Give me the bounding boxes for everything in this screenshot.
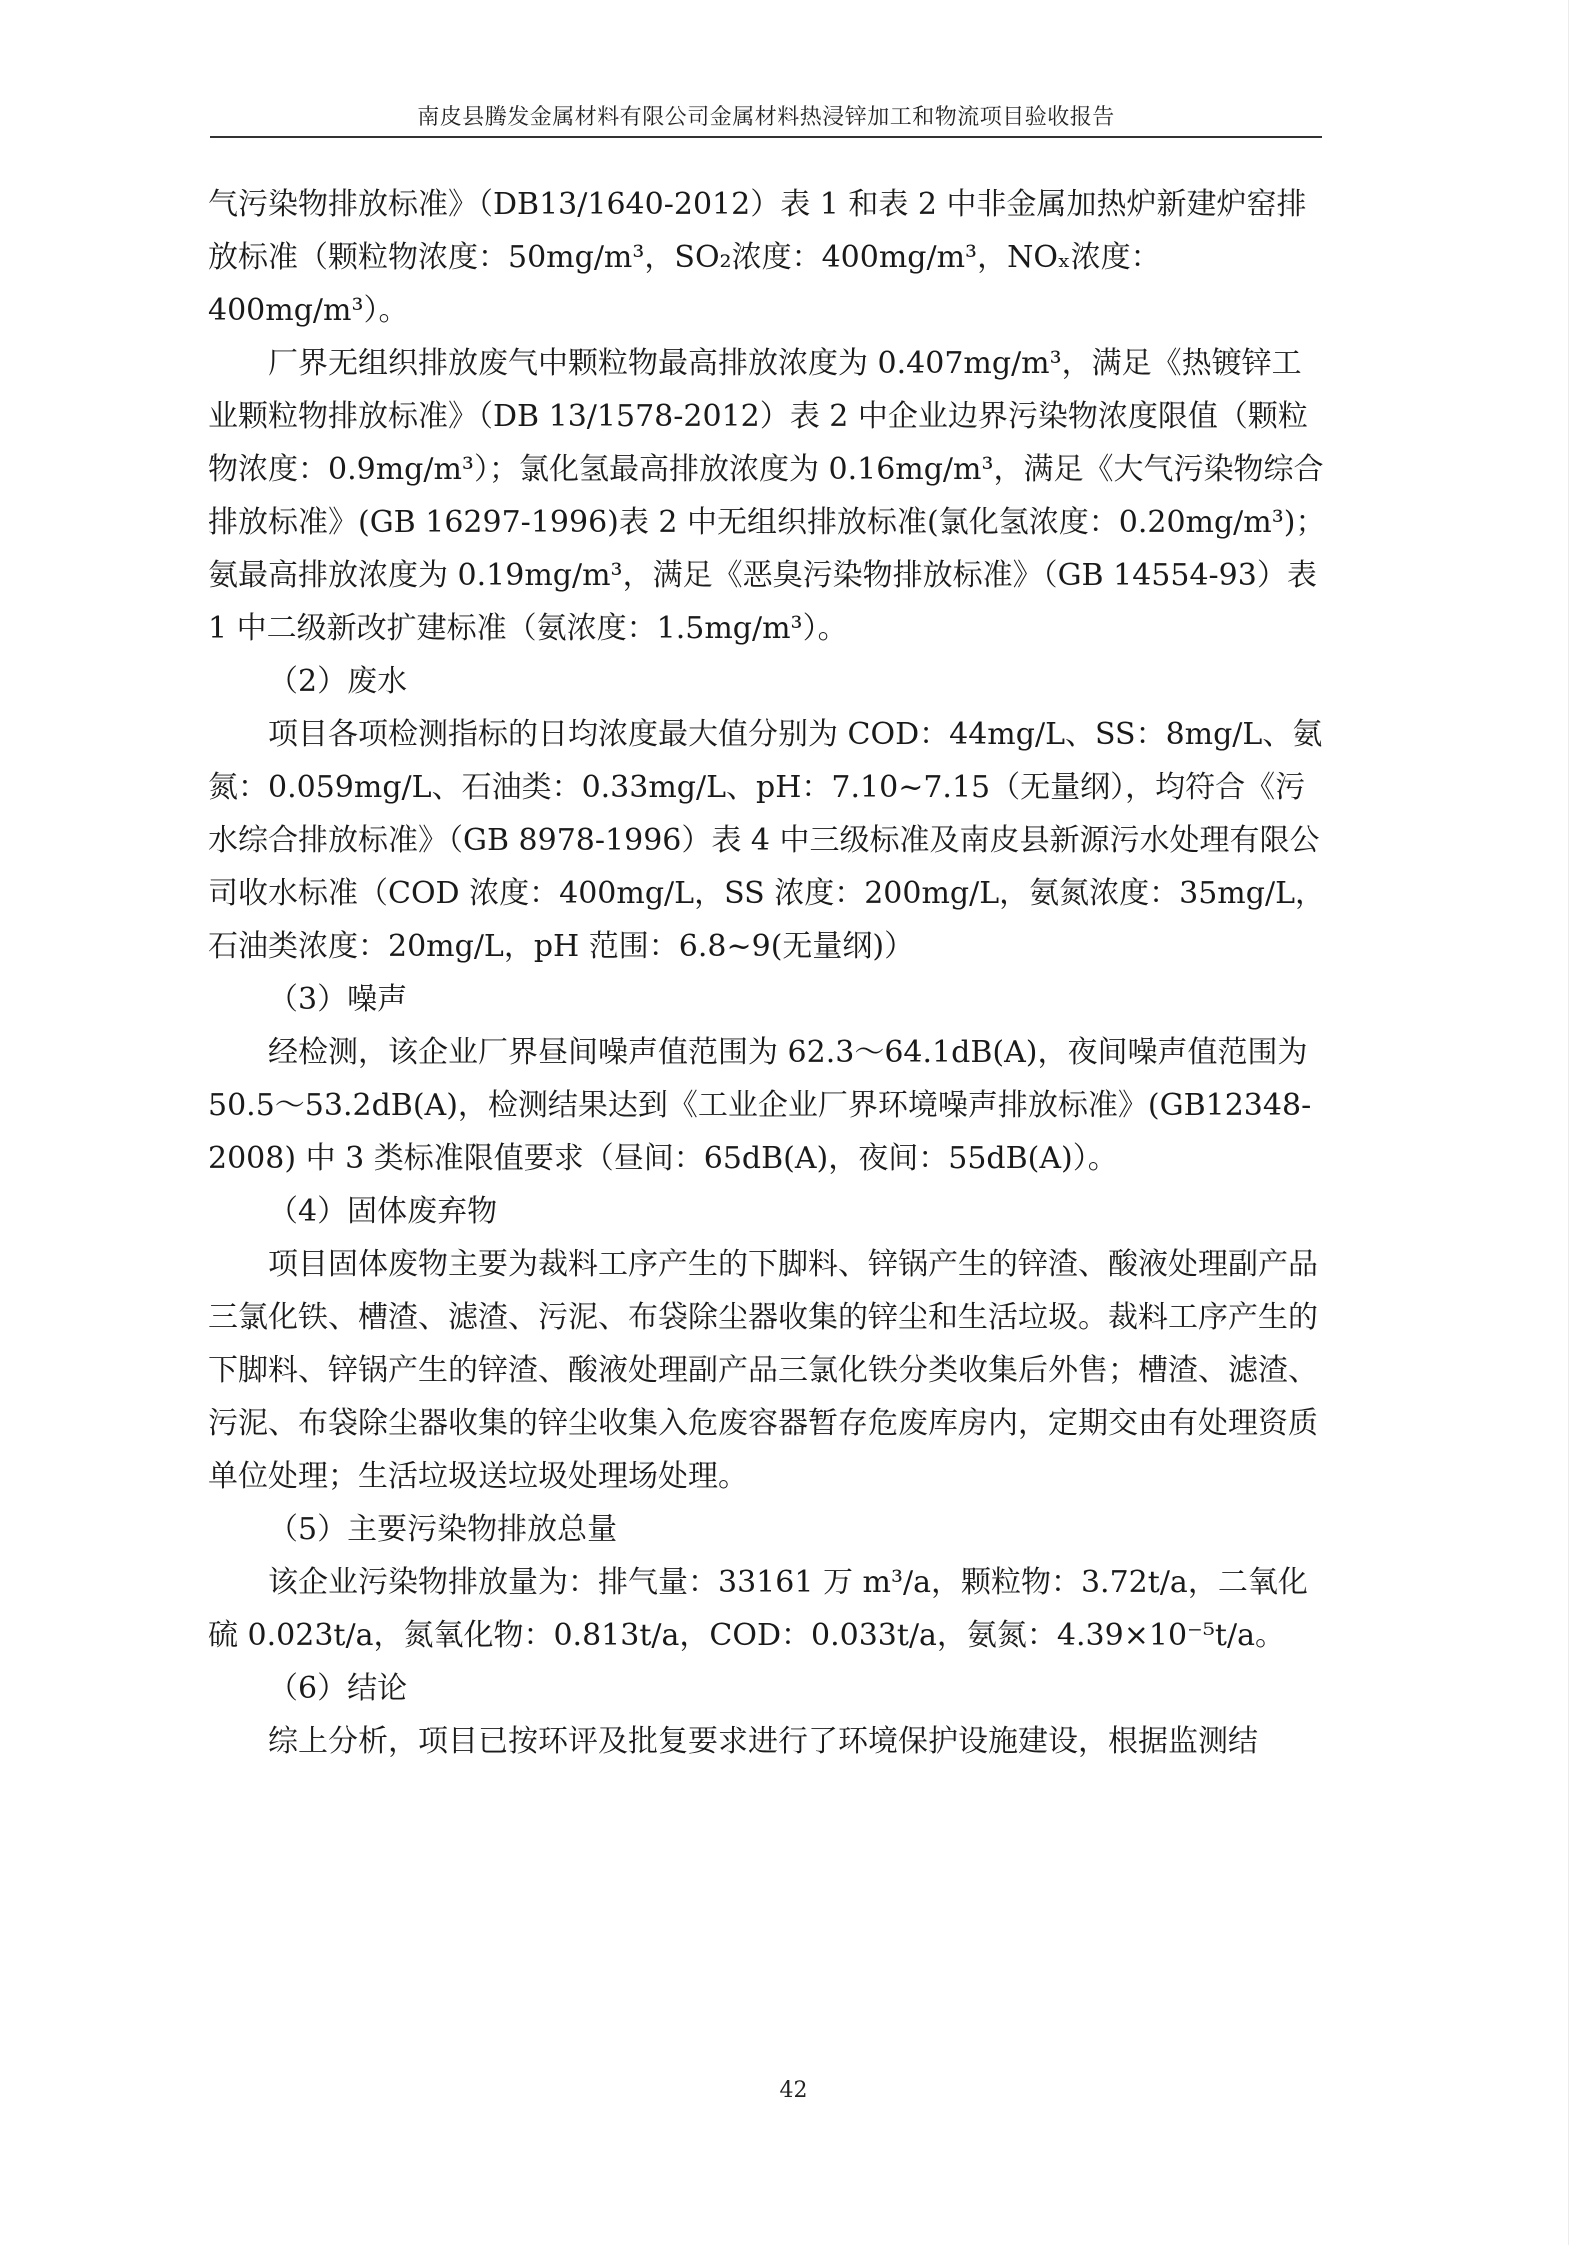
paragraph-conclusion: 综上分析，项目已按环评及批复要求进行了环境保护设施建设，根据监测结 <box>268 1724 1258 1759</box>
page-number: 42 <box>779 2078 808 2103</box>
section-heading-noise: （3）噪声 <box>268 982 408 1017</box>
header-divider <box>210 136 1322 138</box>
section-heading-solid-waste: （4）固体废弃物 <box>268 1194 498 1229</box>
section-heading-conclusion: （6）结论 <box>268 1671 408 1706</box>
document-body <box>208 178 1326 1768</box>
page-header: 南皮县腾发金属材料有限公司金属材料热浸锌加工和物流项目验收报告 <box>417 105 1115 130</box>
paragraph-fugitive-emissions: 厂界无组织排放废气中颗粒物最高排放浓度为 0.407mg/m³，满足《热镀锌工业颗粒物排放标准》（DB 13/1578-2012）表 2 中企业边界污染物浓度限值（颗粒物浓度：0.9mg/m³）；氯化氢最高排放浓度为 0.16mg/m³，满足《大气污染物综合排放标准》(GB 16297-1996)表 2 中无组织排放标准(氯化氢浓度：0.20mg/m³)；氨最高排放浓度为 0.19mg/m³，满足《恶臭污染物排放标准》（GB 14554-93）表 1 中二级新改扩建标准（氨浓度：1.5mg/m³）。 <box>208 346 1326 646</box>
section-heading-total-emissions: （5）主要污染物排放总量 <box>268 1512 618 1547</box>
section-heading-wastewater: （2）废水 <box>268 664 408 699</box>
paragraph-noise: 经检测，该企业厂界昼间噪声值范围为 62.3～64.1dB(A)，夜间噪声值范围为 50.5～53.2dB(A)，检测结果达到《工业企业厂界环境噪声排放标准》(GB12348-2008) 中 3 类标准限值要求（昼间：65dB(A)，夜间：55dB(A)）。 <box>208 1035 1312 1176</box>
paragraph-total-emissions: 该企业污染物排放量为：排气量：33161 万 m³/a，颗粒物：3.72t/a，二氧化硫 0.023t/a，氮氧化物：0.813t/a，COD：0.033t/a，氨氮：4.39×10⁻⁵t/a。 <box>208 1565 1308 1653</box>
paragraph-emission-standard-continuation: 气污染物排放标准》（DB13/1640-2012）表 1 和表 2 中非金属加热炉新建炉窑排放标准（颗粒物浓度：50mg/m³，SO₂浓度：400mg/m³，NOₓ浓度：400mg/m³）。 <box>208 187 1307 328</box>
paragraph-wastewater: 项目各项检测指标的日均浓度最大值分别为 COD：44mg/L、SS：8mg/L、氨氮：0.059mg/L、石油类：0.33mg/L、pH：7.10~7.15（无量纲），均符合《污水综合排放标准》（GB 8978-1996）表 4 中三级标准及南皮县新源污水处理有限公司收水标准（COD 浓度：400mg/L，SS 浓度：200mg/L，氨氮浓度：35mg/L，石油类浓度：20mg/L，pH 范围：6.8~9(无量纲)） <box>208 717 1325 964</box>
scan-edge-line <box>1568 0 1569 2245</box>
paragraph-solid-waste: 项目固体废物主要为裁料工序产生的下脚料、锌锅产生的锌渣、酸液处理副产品三氯化铁、槽渣、滤渣、污泥、布袋除尘器收集的锌尘和生活垃圾。裁料工序产生的下脚料、锌锅产生的锌渣、酸液处理副产品三氯化铁分类收集后外售；槽渣、滤渣、污泥、布袋除尘器收集的锌尘收集入危废容器暂存危废库房内，定期交由有处理资质单位处理；生活垃圾送垃圾处理场处理。 <box>208 1247 1318 1494</box>
